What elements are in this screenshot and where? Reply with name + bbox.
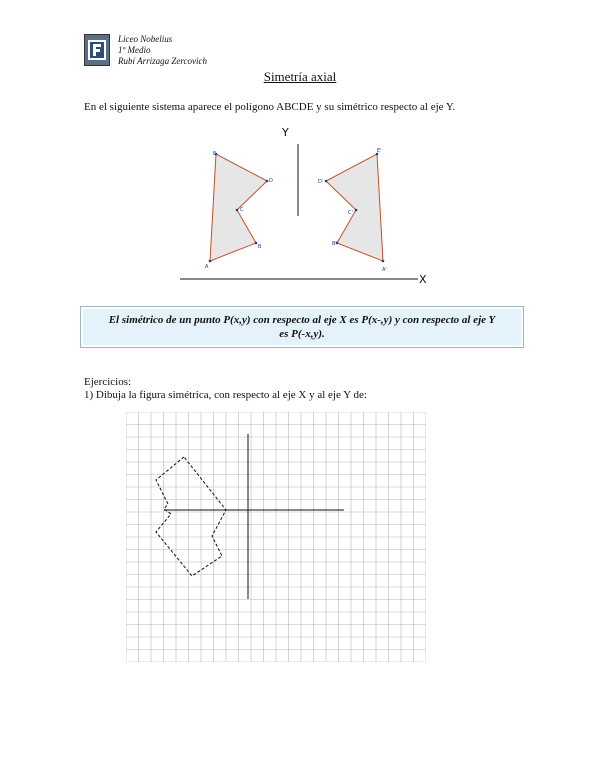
- vertex-c-prime-label: C': [348, 210, 353, 216]
- vertex-c-label: C: [240, 207, 244, 213]
- symmetry-figure: [170, 124, 440, 284]
- definition-box: [80, 306, 524, 348]
- definition-text: El simétrico de un punto P(x,y) con respecto al eje X es P(x-,y) y con respecto al eje Y es P(-x,y).: [108, 314, 496, 340]
- intro-text: En el siguiente sistema aparece el polígono ABCDE y su simétrico respecto al eje Y.: [84, 101, 456, 113]
- exercise-polygon: [156, 457, 226, 576]
- vertex-b-prime-label: B': [332, 241, 337, 247]
- grid-lines: [126, 412, 426, 662]
- page-title: Simetría axial: [263, 69, 337, 84]
- vertex-a-prime-label: A': [382, 267, 387, 273]
- vertex-e-prime-label: E': [377, 148, 382, 154]
- vertex-e-label: E: [213, 151, 217, 157]
- teacher-name: Rubí Arrizaga Zercovich: [118, 56, 207, 66]
- exercise-grid: [126, 412, 426, 662]
- school-logo: [84, 34, 110, 66]
- school-name: Liceo Nobelius: [118, 34, 173, 44]
- grade-label: 1º Medio: [118, 45, 151, 55]
- axis-x-label: X: [419, 273, 427, 284]
- exercise-1-text: 1) Dibuja la figura simétrica, con respecto al eje X y al eje Y de:: [84, 389, 367, 401]
- vertex-a-label: A: [205, 264, 209, 270]
- vertex-d-label: D: [269, 178, 273, 184]
- vertex-b-label: B: [258, 244, 262, 250]
- vertex-d-prime-label: D': [318, 179, 324, 185]
- axis-y-label: Y: [282, 126, 289, 139]
- exercises-heading: Ejercicios:: [84, 376, 132, 388]
